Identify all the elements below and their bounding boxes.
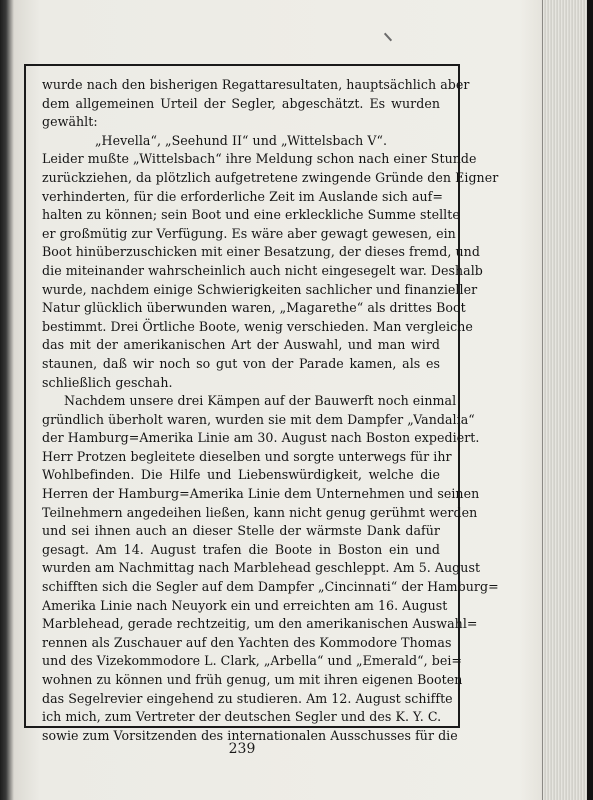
body-text <box>42 76 499 745</box>
text-line: Boot hinüberzuschicken mit einer Besatzung, der dieses fremd, und <box>42 244 480 260</box>
text-line: gesagt. Am 14. August trafen die Boote in Boston ein und <box>42 541 440 557</box>
text-line: Marblehead, gerade rechtzeitig, um den amerikanischen Auswahl= <box>42 616 478 632</box>
pencil-mark <box>384 33 392 42</box>
text-line: wurde nach den bisherigen Regattaresultaten, hauptsächlich aber <box>42 77 470 92</box>
text-line: schifften sich die Segler auf dem Dampfer „Cincinnati“ der Hamburg= <box>42 579 499 595</box>
paragraph-start-line: Nachdem unsere drei Kämpen auf der Bauwerft noch einmal <box>64 393 457 409</box>
text-line: bestimmt. Drei Örtliche Boote, wenig verschieden. Man vergleiche <box>42 318 473 334</box>
book-page-edges <box>542 0 593 800</box>
text-line: sowie zum Vorsitzenden des internationalen Ausschusses für die <box>42 727 458 743</box>
text-line: rennen als Zuschauer auf den Yachten des Kommodore Thomas <box>42 634 452 650</box>
text-line: halten zu können; sein Boot und eine erkleckliche Summe stellte <box>42 207 460 223</box>
text-line: staunen, daß wir noch so gut von der Parade kamen, als es <box>42 355 440 371</box>
text-line: der Hamburg=Amerika Linie am 30. August nach Boston expediert. <box>42 430 480 446</box>
text-line: Teilnehmern angedeihen ließen, kann nicht genug gerühmt werden <box>42 504 478 520</box>
text-line: dem allgemeinen Urteil der Segler, abgeschätzt. Es wurden <box>42 95 440 111</box>
text-line: wurde, nachdem einige Schwierigkeiten sachlicher und finanzieller <box>42 281 478 297</box>
text-line: verhinderten, für die erforderliche Zeit im Auslande sich auf= <box>42 188 443 204</box>
text-line: schließlich geschah. <box>42 374 173 390</box>
text-line: wohnen zu können und früh genug, um mit ihren eigenen Booten <box>42 672 463 687</box>
text-line: das mit der amerikanischen Art der Auswahl, und man wird <box>42 337 440 353</box>
text-line: er großmütig zur Verfügung. Es wäre aber gewagt gewesen, ein <box>42 225 456 241</box>
text-line: zurückziehen, da plötzlich aufgetretene zwingende Gründe den Eigner <box>42 169 499 185</box>
text-line: Herr Protzen begleitete dieselben und sorgte unterwegs für ihr <box>42 448 452 464</box>
text-line: und sei ihnen auch an dieser Stelle der wärmste Dank dafür <box>42 523 440 539</box>
text-line: die miteinander wahrscheinlich auch nicht eingesegelt war. Deshalb <box>42 262 483 278</box>
text-line: Natur glücklich überwunden waren, „Magarethe“ als drittes Boot <box>42 300 466 316</box>
text-line: wurden am Nachmittag nach Marblehead geschleppt. Am 5. August <box>42 560 481 576</box>
boat-selection-line: „Hevella“, „Seehund II“ und „Wittelsbach V“. <box>94 132 388 148</box>
text-line: das Segelrevier eingehend zu studieren. Am 12. August schiffte <box>42 690 453 706</box>
text-line: ich mich, zum Vertreter der deutschen Segler und des K. Y. C. <box>42 709 442 725</box>
text-line: gewählt: <box>42 114 98 130</box>
text-line: Herren der Hamburg=Amerika Linie dem Unternehmen und seinen <box>42 486 480 502</box>
text-line: Wohlbefinden. Die Hilfe und Liebenswürdigkeit, welche die <box>42 467 440 483</box>
page-number: 239 <box>228 741 256 757</box>
scan-shadow <box>587 0 593 800</box>
text-line: Amerika Linie nach Neuyork ein und erreichten am 16. August <box>42 597 448 613</box>
text-line: Leider mußte „Wittelsbach“ ihre Meldung schon nach einer Stunde <box>42 151 477 167</box>
text-line: und des Vizekommodore L. Clark, „Arbella“ und „Emerald“, bei= <box>42 653 463 669</box>
text-line: gründlich überholt waren, wurden sie mit dem Dampfer „Vandalia“ <box>42 411 475 427</box>
